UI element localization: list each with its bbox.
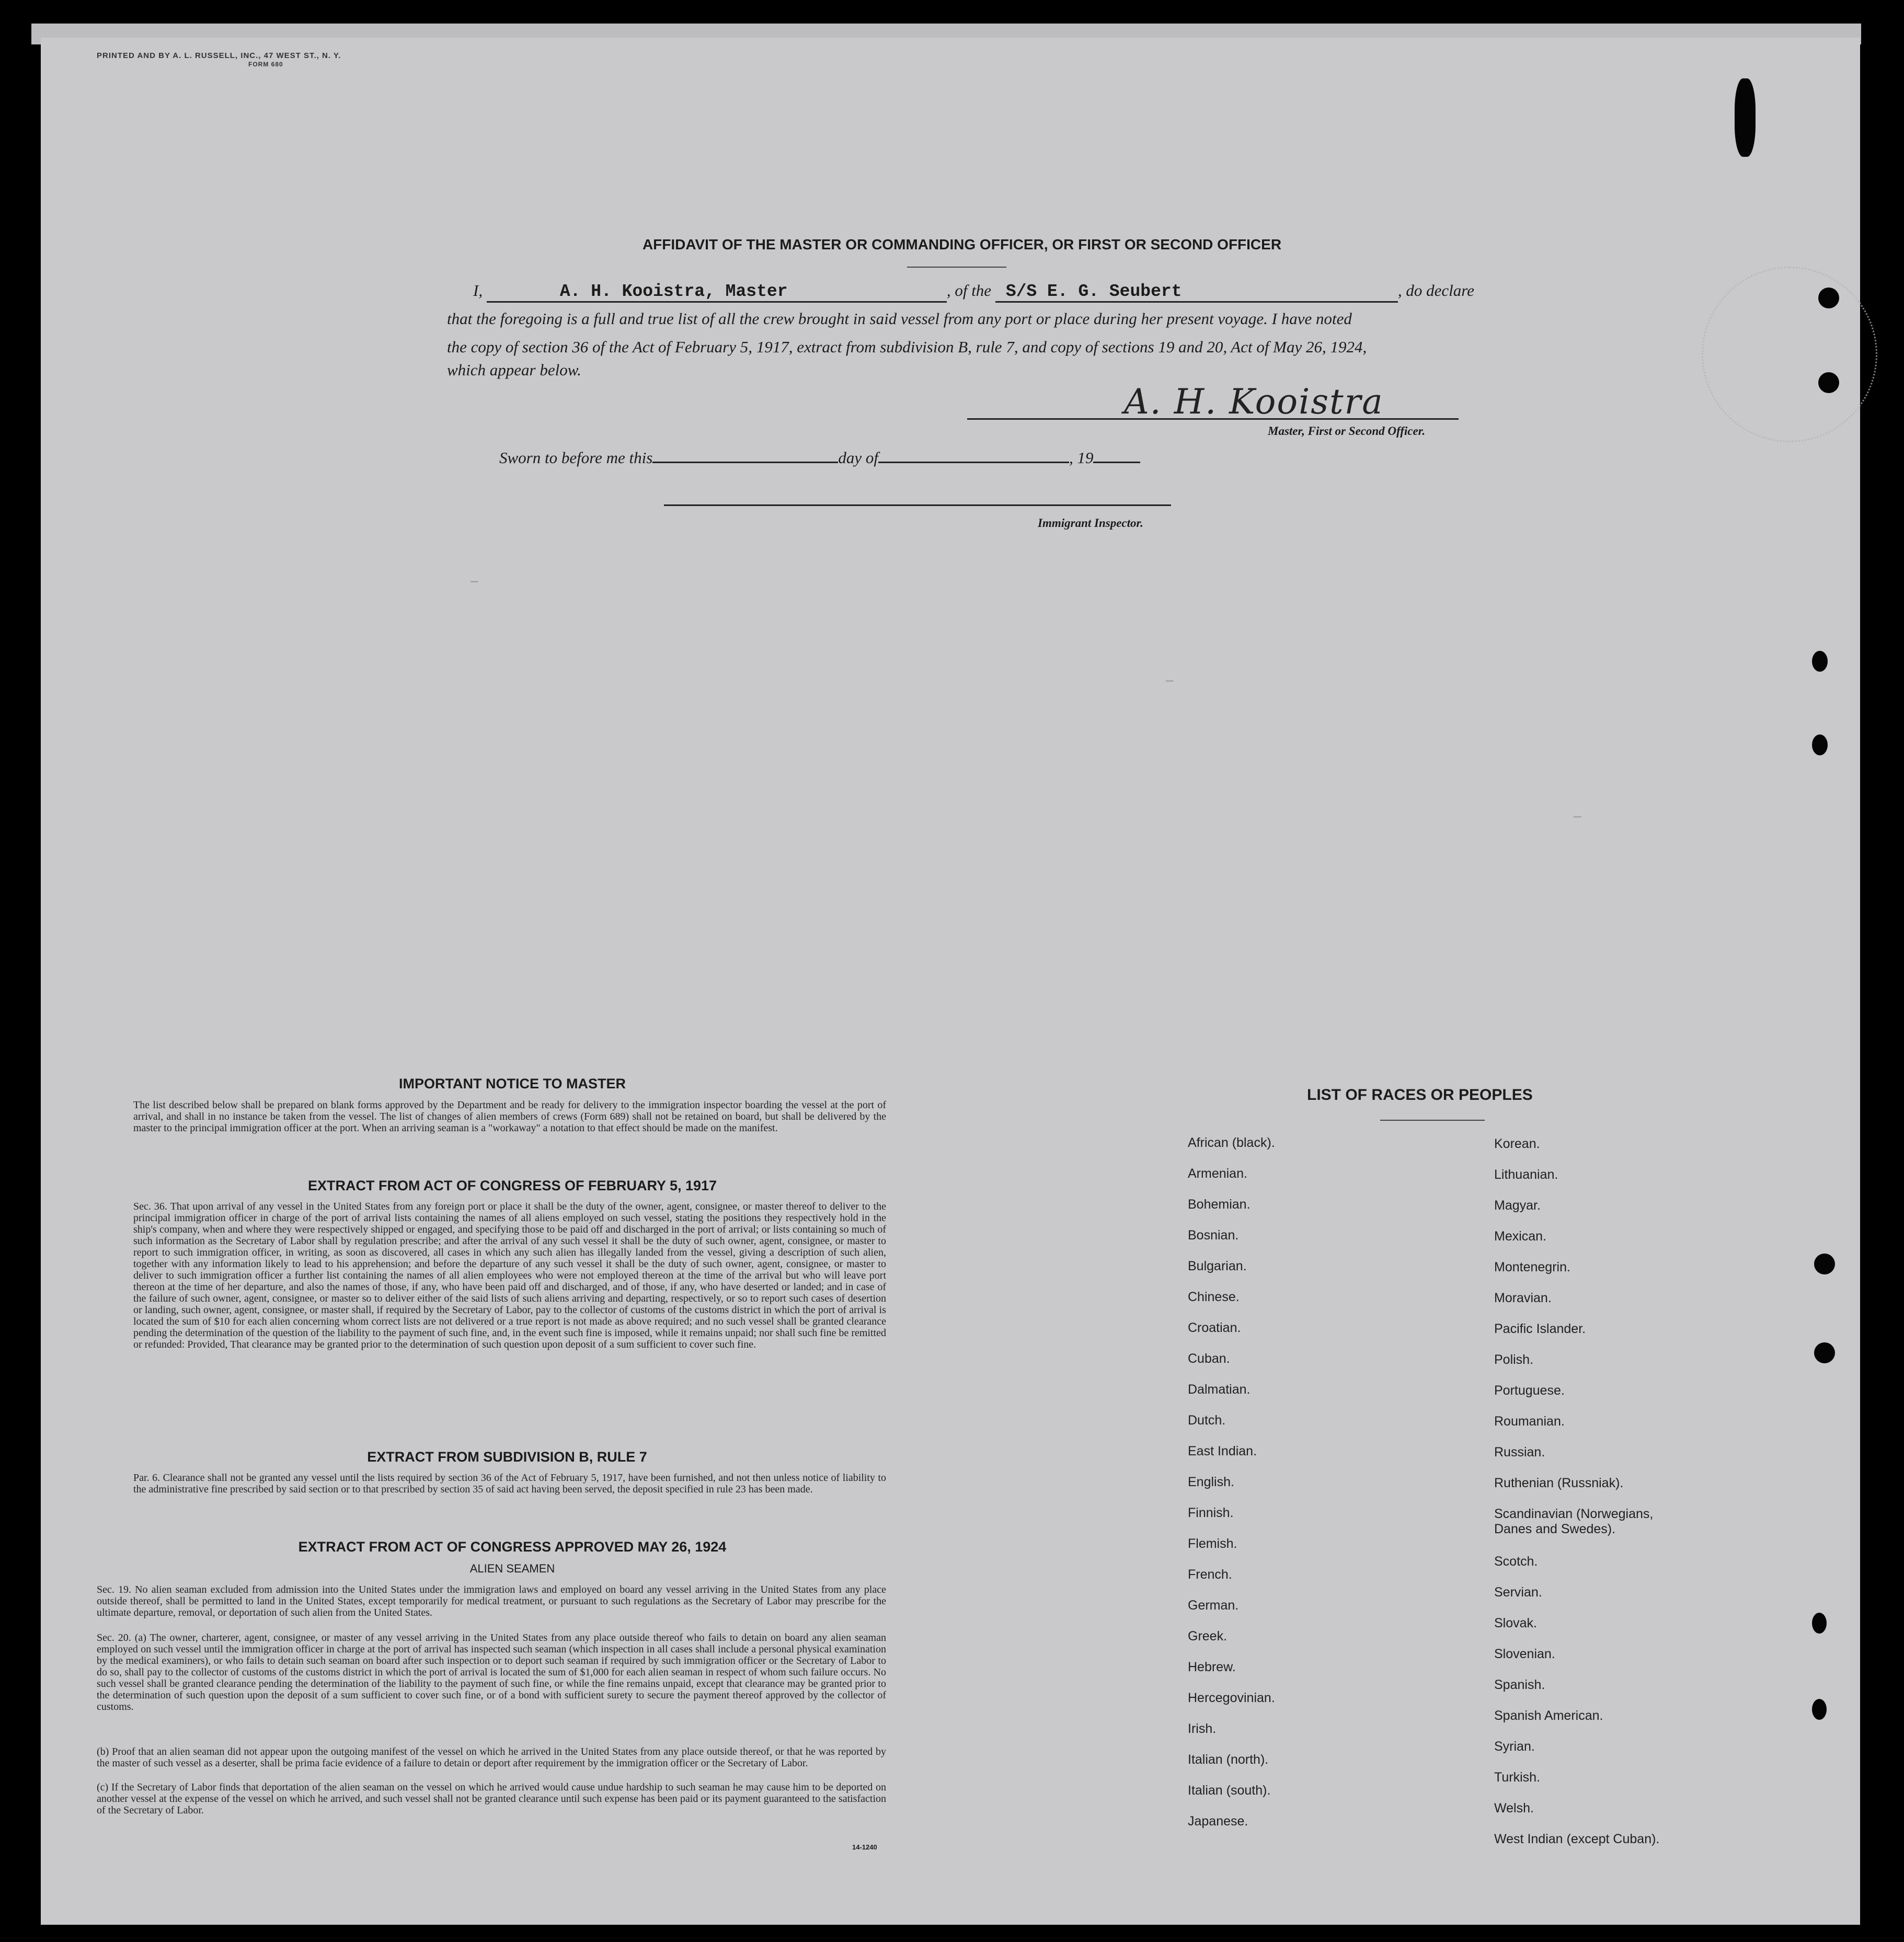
race-item: Greek.: [1188, 1629, 1228, 1644]
title-rule: [907, 267, 1006, 268]
affidavit-do-declare: , do declare: [1397, 281, 1474, 300]
race-item: Irish.: [1188, 1721, 1217, 1736]
year-label: , 19: [1069, 449, 1094, 467]
race-item: Spanish American.: [1494, 1708, 1603, 1723]
sworn-line: [499, 449, 1140, 467]
binder-hole: [1818, 372, 1839, 393]
binder-hole: [1812, 734, 1828, 755]
form-code: 14-1240: [852, 1843, 877, 1851]
notice-title: IMPORTANT NOTICE TO MASTER: [399, 1076, 626, 1091]
year-field: [1093, 462, 1140, 463]
race-item: Finnish.: [1188, 1506, 1234, 1520]
race-item: Hebrew.: [1188, 1660, 1236, 1674]
races-title: LIST OF RACES OR PEOPLES: [1307, 1086, 1533, 1104]
extract-1917-title: EXTRACT FROM ACT OF CONGRESS OF FEBRUARY 5, 1917: [307, 1178, 717, 1193]
race-item: Magyar.: [1494, 1198, 1541, 1213]
month-field: [878, 462, 1069, 463]
races-title-rule: [1380, 1120, 1485, 1121]
affidavit-line-3: the copy of section 36 of the Act of February 5, 1917, extract from subdivision B, rule 7, and copy of sections 19 and 20, Act of May 26, 1924,: [447, 338, 1367, 356]
torn-paper-mark: [1735, 78, 1756, 157]
race-item: Bosnian.: [1188, 1228, 1239, 1243]
binder-hole: [1812, 1613, 1827, 1634]
section-20b-text: (b) Proof that an alien seaman did not appear upon the outgoing manifest of the vessel on which he arrived in the United States from any place outside thereof, or that he was reported by the master of such vessel as a deserter, shall be prima facie evidence of a failure to detain or deport after requirement by the immigration officer or the Secretary of Labor.: [97, 1746, 886, 1769]
race-item: Ruthenian (Russniak).: [1494, 1476, 1624, 1490]
race-item: Cuban.: [1188, 1351, 1230, 1366]
race-item: Slovak.: [1494, 1616, 1537, 1630]
embossed-seal: [1702, 267, 1877, 442]
section-20a-text: Sec. 20. (a) The owner, charterer, agent, consignee, or master of any vessel arriving in the United States from any place outside thereof who fails to detain on board any alien seaman employed on such vessel until the immigration officer in charge at the port of arrival has inspected such seaman (which inspection in all cases shall include a personal physical examination by the medical examiners), or who fails to detain such seaman on board after such inspection or to deport such seaman if required by such immigration officer or the Secretary of Labor to do so, shall pay to the collector of customs of the customs district in which the port of arrival is located the sum of $1,000 for each alien seaman in respect of whom such failure occurs. No such vessel shall be granted clearance pending the determination of the liability to the payment of such fine, or while the fine remains unpaid, except that clearance may be granted prior to the determination of such question upon the deposit of a sum sufficient to cover such fine, or of a bond with sufficient surety to secure the payment thereof approved by the collector of customs.: [97, 1632, 886, 1713]
alien-seamen-subtitle: ALIEN SEAMEN: [469, 1562, 555, 1575]
race-item: African (black).: [1188, 1135, 1275, 1150]
race-item: Chinese.: [1188, 1290, 1240, 1304]
race-item: Roumanian.: [1494, 1414, 1565, 1429]
binder-hole: [1814, 1342, 1835, 1363]
race-item: Dalmatian.: [1188, 1382, 1251, 1397]
race-item: Armenian.: [1188, 1166, 1247, 1181]
race-item: Spanish.: [1494, 1677, 1545, 1692]
affidavit-line-4: which appear below.: [447, 361, 581, 379]
signature-line: [967, 418, 1459, 420]
vessel-name-field: [995, 281, 1398, 303]
binder-hole: [1812, 651, 1828, 672]
bleed-through-mark: —: [471, 575, 480, 589]
day-of-label: day of: [838, 449, 878, 467]
rule7-title: EXTRACT FROM SUBDIVISION B, RULE 7: [367, 1449, 647, 1465]
master-signature: A. H. Kooistra: [1124, 382, 1384, 422]
race-item: Turkish.: [1494, 1770, 1540, 1785]
master-name-value: A. H. Kooistra, Master: [559, 282, 788, 301]
race-item: German.: [1188, 1598, 1239, 1613]
binder-hole: [1818, 288, 1839, 308]
race-item: Moravian.: [1494, 1291, 1552, 1305]
notice-text: The list described below shall be prepared on blank forms approved by the Department and be ready for delivery to the immigration inspector boarding the vessel at the port of arrival, and shall in no instance be taken from the vessel. The list of changes of alien members of crews (Form 689) shall not be retained on board, but shall be delivered by the master to the principal immigration officer at the port. When an arriving seaman is a "workaway" a notation to that effect should be made on the manifest.: [133, 1099, 886, 1134]
race-item: Russian.: [1494, 1445, 1545, 1460]
extract-1917-text: Sec. 36. That upon arrival of any vessel in the United States from any foreign port or place it shall be the duty of the owner, agent, consignee, or master thereof to deliver to the principal immigration officer in charge of the port of arrival lists containing the names of all aliens employed on such vessel, stating the positions they respectively hold in the ship's company, when and where they were respectively shipped or engaged, and specifying those to be paid off and discharged in the port of arrival; or lists containing so much of such information as the Secretary of Labor shall by regulation prescribe; and after the arrival of any such vessel it shall be the duty of such owner, agent, consignee, or master to report to such immigration officer, in writing, as soon as discovered, all cases in which any such alien has illegally landed from the vessel, giving a description of such alien, together with any information likely to lead to his apprehension; and before the departure of any such vessel it shall be the duty of such owner, agent, consignee, or master to deliver to such immigration officer a further list containing the names of all alien employees who were not employed thereon at the time of the arrival but who will leave port thereon at the time of her departure, and also the names of those, if any, who have been paid off and discharged, and of those, if any, who have deserted or landed; and in case of the failure of such owner, agent, consignee, or master so to deliver either of the said lists of such aliens arriving and departing, respectively, or so to report such cases of desertion or landing, such owner, agent, consignee, or master shall, if required by the Secretary of Labor, pay to the collector of customs of the customs district in which the port of arrival is located the sum of $10 for each alien concerning whom correct lists are not delivered or a true report is not made as above required; and no such vessel shall be granted clearance pending the determination of the question of the liability to the payment of such fine, and, in the event such fine is imposed, while it remains unpaid; nor shall such fine be remitted or refunded: Provided, That clearance may be granted prior to the determination of such question upon deposit of a sum sufficient to cover such fine.: [133, 1201, 886, 1350]
sworn-label: Sworn to before me this: [499, 449, 653, 467]
race-item: Welsh.: [1494, 1801, 1534, 1815]
race-item: Croatian.: [1188, 1320, 1241, 1335]
binder-hole: [1814, 1254, 1835, 1274]
race-item: Korean.: [1494, 1136, 1540, 1151]
race-item: Montenegrin.: [1494, 1260, 1570, 1274]
affidavit-title: AFFIDAVIT OF THE MASTER OR COMMANDING OFFICER, OR FIRST OR SECOND OFFICER: [642, 236, 1282, 252]
affidavit-line-1: [473, 281, 1474, 303]
binder-hole: [1812, 1699, 1827, 1720]
signature-caption: Master, First or Second Officer.: [1268, 424, 1426, 438]
race-item: Bohemian.: [1188, 1197, 1251, 1212]
race-item: Slovenian.: [1494, 1647, 1555, 1661]
printer-imprint: [97, 51, 341, 68]
race-item: Scandinavian (Norwegians, Danes and Swedes).: [1494, 1507, 1654, 1536]
affidavit-i: I,: [473, 281, 483, 300]
race-item: French.: [1188, 1567, 1232, 1582]
affidavit-of-the: , of the: [946, 281, 992, 300]
inspector-signature-line: [664, 504, 1171, 506]
rule7-text: Par. 6. Clearance shall not be granted any vessel until the lists required by section 36 of the Act of February 5, 1917, have been furnished, and not then unless notice of liability to the administrative fine prescribed by said section or to that prescribed by section 35 of said act having been served, the deposit specified in rule 23 has been made.: [133, 1472, 886, 1495]
printer-line: PRINTED AND BY A. L. RUSSELL, INC., 47 WEST ST., N. Y.: [97, 51, 341, 60]
race-item: Polish.: [1494, 1352, 1534, 1367]
race-item: Hercegovinian.: [1188, 1691, 1275, 1705]
race-item: Portuguese.: [1494, 1383, 1565, 1398]
race-item: Japanese.: [1188, 1814, 1248, 1829]
race-item: Dutch.: [1188, 1413, 1226, 1428]
section-20c-text: (c) If the Secretary of Labor finds that deportation of the alien seaman on the vessel on which he arrived would cause undue hardship to such seaman he may cause him to be deported on another vessel at the expense of the vessel on which he arrived, and such vessel shall not be granted clearance until such expense has been paid or its payment guaranteed to the satisfaction of the Secretary of Labor.: [97, 1782, 886, 1816]
race-item: Bulgarian.: [1188, 1259, 1247, 1273]
race-item: East Indian.: [1188, 1444, 1257, 1458]
master-name-field: [487, 281, 947, 303]
race-item: Servian.: [1494, 1585, 1542, 1600]
race-item: Pacific Islander.: [1494, 1322, 1586, 1336]
section-19-text: Sec. 19. No alien seaman excluded from admission into the United States under the immigration laws and employed on board any vessel arriving in the United States from any place outside thereof, shall be permitted to land in the United States, except temporarily for medical treatment, or pursuant to such regulations as the Secretary of Labor may prescribe for the ultimate departure, removal, or deportation of such alien from the United States.: [97, 1584, 886, 1618]
race-item: English.: [1188, 1475, 1234, 1489]
race-item: Scotch.: [1494, 1554, 1538, 1569]
race-item: Italian (south).: [1188, 1783, 1271, 1798]
sworn-date-field: [652, 462, 838, 463]
race-item: Syrian.: [1494, 1739, 1535, 1754]
extract-1924-title: EXTRACT FROM ACT OF CONGRESS APPROVED MAY 26, 1924: [298, 1539, 727, 1555]
race-item: Flemish.: [1188, 1536, 1237, 1551]
affidavit-line-2: that the foregoing is a full and true list of all the crew brought in said vessel from any port or place during her present voyage. I have noted: [447, 309, 1352, 328]
vessel-name-value: S/S E. G. Seubert: [1005, 282, 1182, 301]
race-item: Italian (north).: [1188, 1752, 1269, 1767]
race-item: Lithuanian.: [1494, 1167, 1558, 1182]
race-item: West Indian (except Cuban).: [1494, 1832, 1660, 1846]
inspector-caption: Immigrant Inspector.: [1038, 516, 1143, 530]
race-item: Mexican.: [1494, 1229, 1547, 1244]
bleed-through-mark: —: [1574, 810, 1583, 824]
printer-form-number: FORM 680: [248, 61, 283, 68]
bleed-through-mark: —: [1166, 674, 1175, 688]
